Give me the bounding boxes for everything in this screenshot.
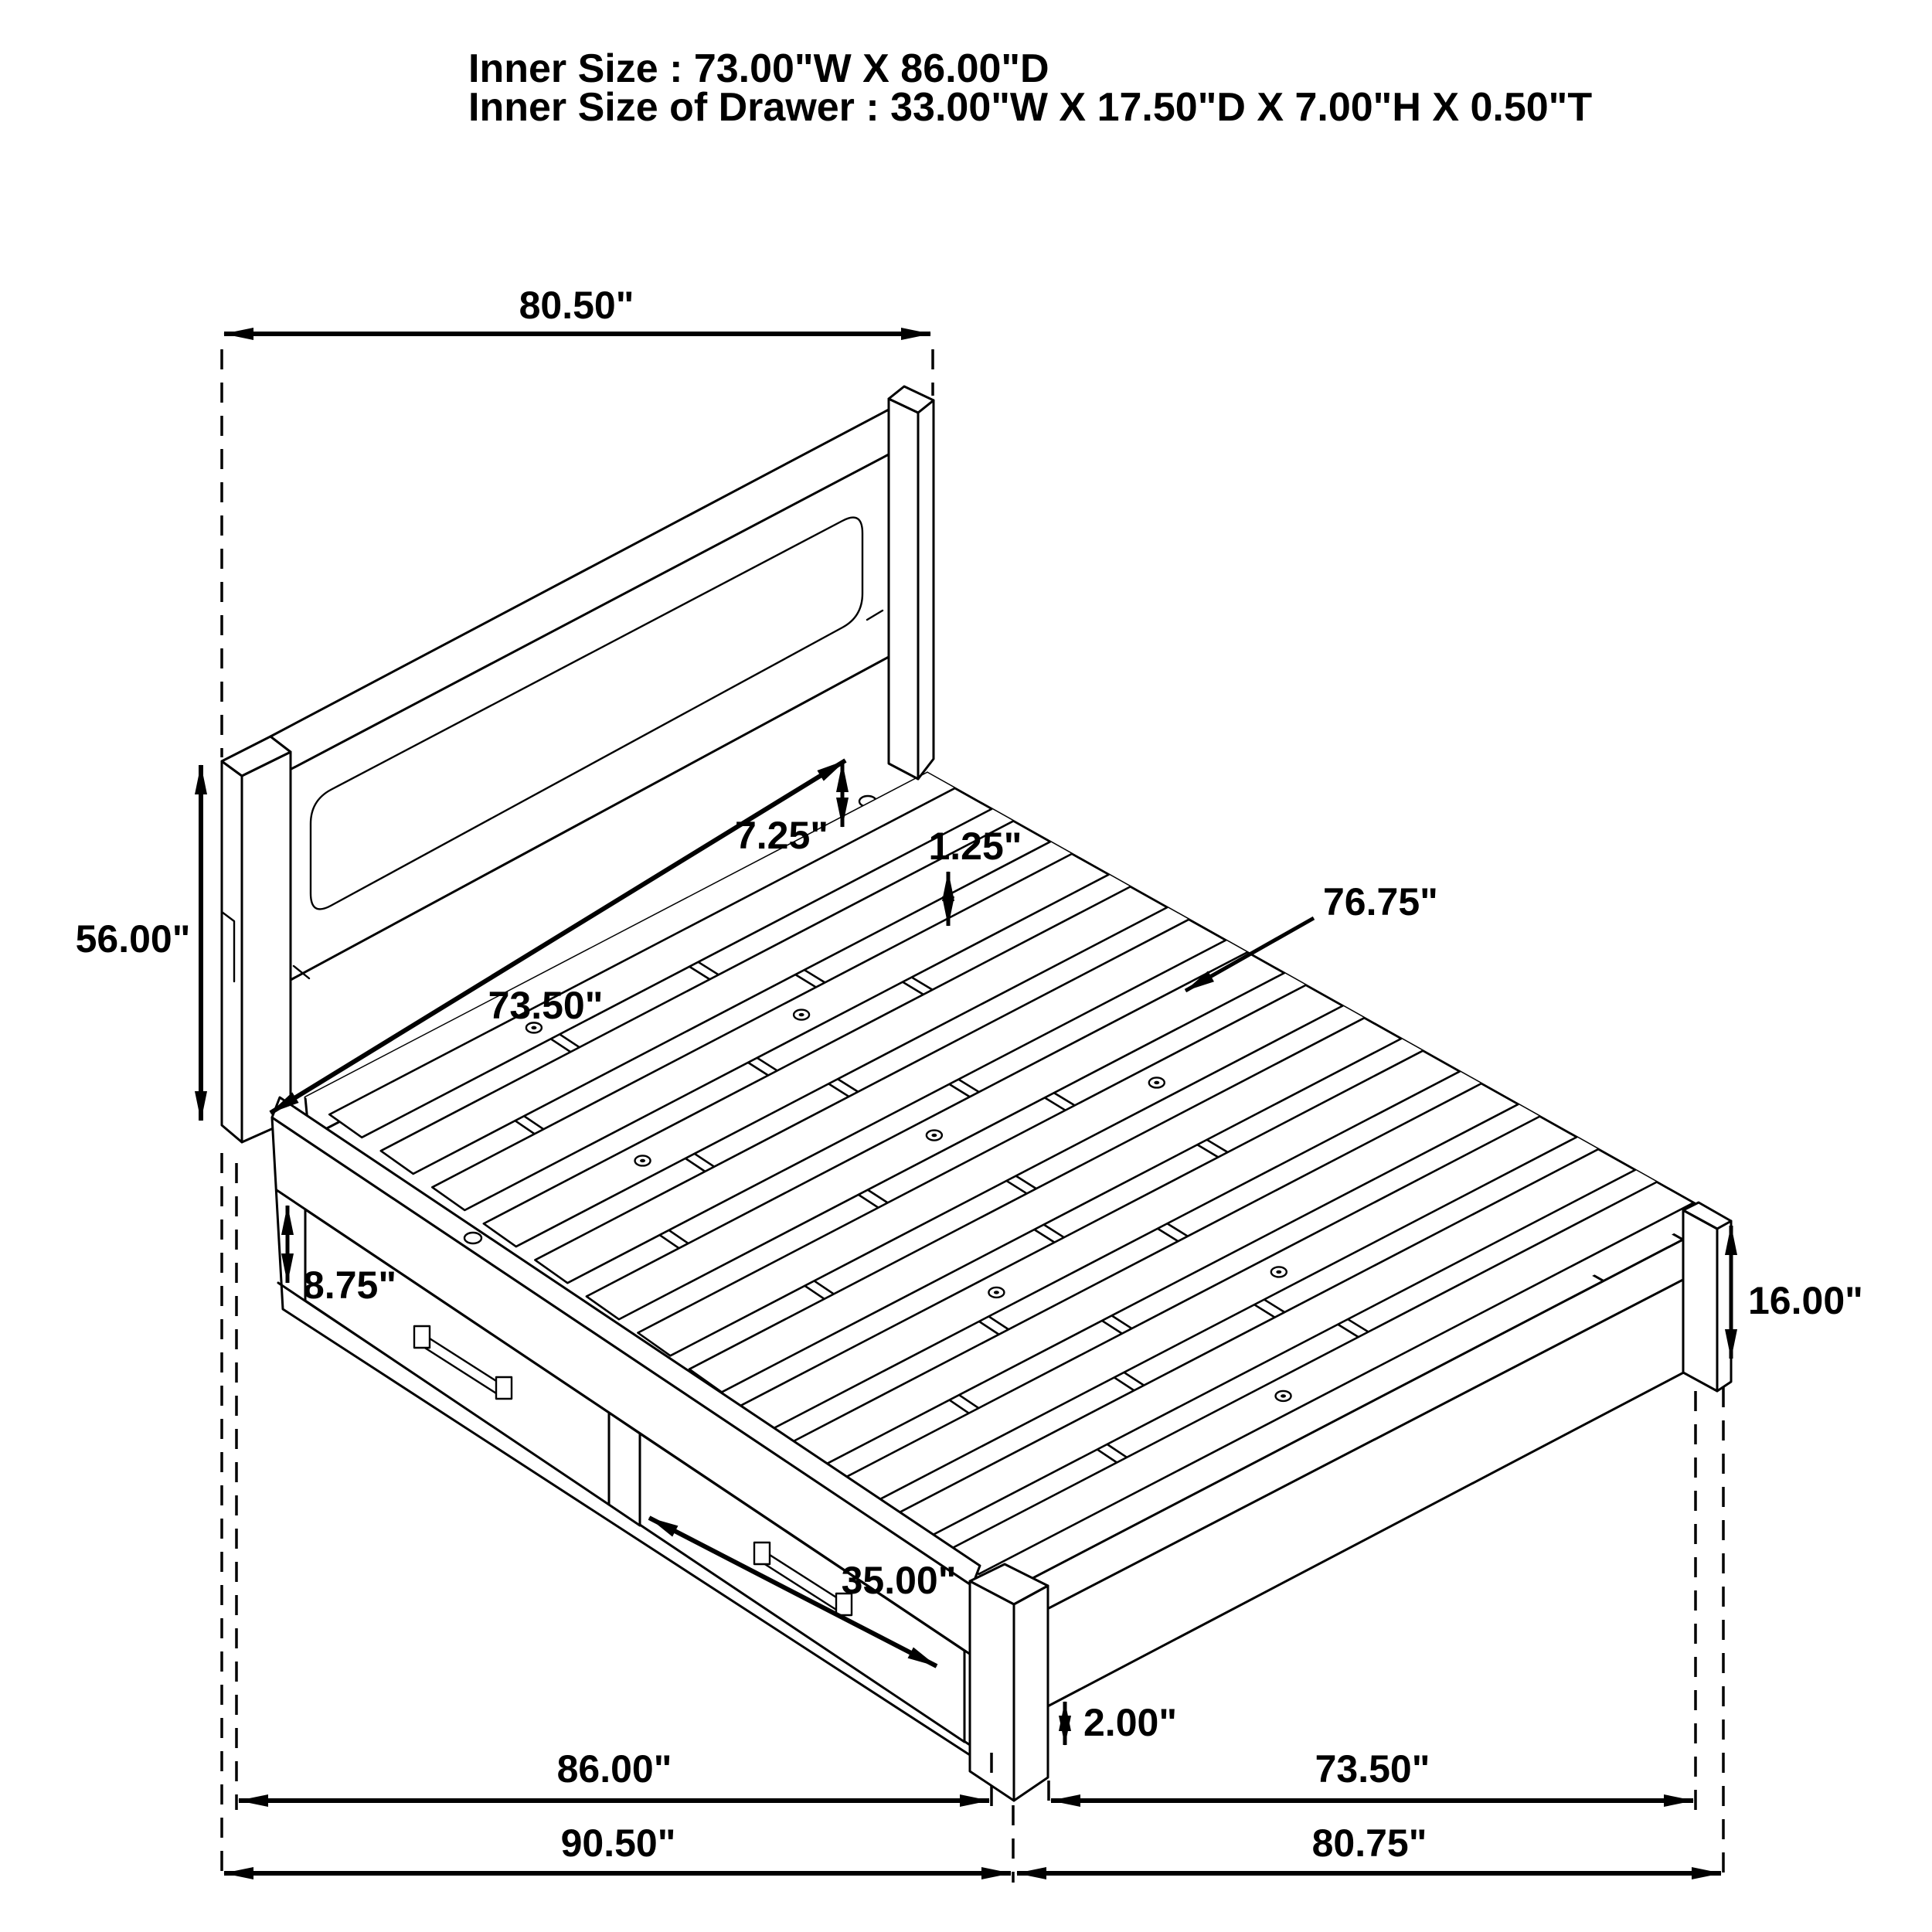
- near-corner-post: [970, 1564, 1048, 1801]
- dim-foot-inner-width: 73.50": [1315, 1747, 1430, 1791]
- dim-drawer-width: 35.00": [841, 1559, 957, 1602]
- headboard-right-leg: [889, 386, 934, 779]
- dim-headboard-height: 56.00": [75, 917, 191, 961]
- dim-slat-length: 76.75": [1323, 880, 1438, 923]
- bed-drawing: [222, 386, 1731, 1801]
- headboard-left-leg: [222, 736, 291, 1142]
- dim-footboard-height: 16.00": [1748, 1279, 1863, 1322]
- title-line-1: Inner Size : 73.00"W X 86.00"D: [468, 46, 1049, 91]
- dim-overall-length: 90.50": [560, 1821, 676, 1865]
- far-corner-post: [1683, 1202, 1731, 1391]
- dim-slat-thickness: 1.25": [928, 825, 1022, 868]
- drawer-divider: [609, 1413, 640, 1526]
- title-line-2: Inner Size of Drawer : 33.00"W X 17.50"D X 7.00"H X 0.50"T: [468, 85, 1593, 130]
- dim-overall-width: 80.75": [1311, 1821, 1427, 1865]
- dim-ground-clearance: 2.00": [1083, 1701, 1178, 1744]
- dim-headboard-inner-width: 73.50": [488, 984, 604, 1027]
- dim-drawer-height: 8.75": [303, 1264, 397, 1307]
- title-block: [468, 46, 1592, 130]
- dim-side-inner-length: 86.00": [556, 1747, 672, 1791]
- dim-headboard-width: 80.50": [519, 284, 634, 327]
- dim-panel-gap: 7.25": [734, 814, 828, 857]
